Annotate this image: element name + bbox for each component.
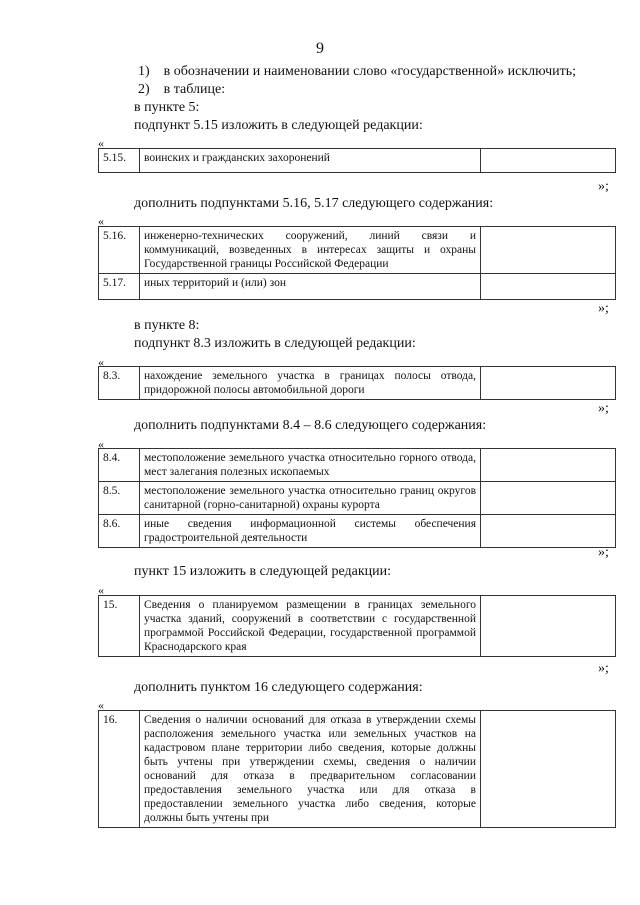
close-quote: »; [598, 179, 609, 194]
row-number: 5.15. [99, 149, 140, 173]
table-15 [98, 595, 616, 657]
open-quote: « [98, 583, 104, 597]
instruction-16: дополнить пунктом 16 следующего содержания: [134, 680, 423, 695]
table-row [99, 449, 616, 482]
empty-cell [481, 274, 616, 300]
empty-cell [481, 482, 616, 515]
open-quote: « [98, 136, 104, 150]
instruction-5-15: подпункт 5.15 изложить в следующей редакции: [134, 118, 423, 133]
row-text: Сведения о планируемом размещении в границах земельного участка зданий, сооружений в соответствии с государственной программой Российской Федерации, государственной программой Краснодарского края [140, 596, 481, 657]
row-text: нахождение земельного участка в границах полосы отвода, придорожной полосы автомобильной дороги [140, 367, 481, 400]
empty-cell [481, 515, 616, 548]
close-quote: »; [598, 301, 609, 316]
row-number: 8.3. [99, 367, 140, 400]
open-quote: « [98, 355, 104, 369]
row-text: воинских и гражданских захоронений [140, 149, 481, 173]
close-quote: »; [598, 401, 609, 416]
empty-cell [481, 449, 616, 482]
row-number: 15. [99, 596, 140, 657]
row-text: инженерно-технических сооружений, линий связи и коммуникаций, возведенных в интересах защиты и охраны Государственной границы Российской Федерации [140, 227, 481, 274]
table-row [99, 482, 616, 515]
row-text: местоположение земельного участка относительно границ округов санитарной (горно-санитарной) охраны курорта [140, 482, 481, 515]
table-row [99, 149, 616, 173]
table-row [99, 711, 616, 828]
row-text: иные сведения информационной системы обеспечения градостроительной деятельности [140, 515, 481, 548]
table-16 [98, 710, 616, 828]
amendment-item-2: 2) в таблице: [138, 82, 226, 97]
open-quote: « [98, 698, 104, 712]
row-text: иных территорий и (или) зон [140, 274, 481, 300]
row-text: Сведения о наличии оснований для отказа в утверждении схемы расположения земельного участка или земельных участков на кадастровом плане территории либо сведения, которые должны быть учтены при утверждении схемы, сведения о наличии оснований для отказа в предварительном согласовании предоставления земельного участка или для отказа в предоставлении земельного участка либо сведения, которые должны быть учтены при [140, 711, 481, 828]
page-number: 9 [316, 40, 324, 57]
row-number: 5.16. [99, 227, 140, 274]
instruction-8-3: подпункт 8.3 изложить в следующей редакции: [134, 336, 416, 351]
section-5-heading: в пункте 5: [134, 100, 200, 115]
row-number: 5.17. [99, 274, 140, 300]
close-quote: »; [598, 545, 609, 560]
table-row [99, 596, 616, 657]
table-row [99, 227, 616, 274]
open-quote: « [98, 437, 104, 451]
empty-cell [481, 711, 616, 828]
instruction-5-16-5-17: дополнить подпунктами 5.16, 5.17 следующего содержания: [134, 196, 494, 211]
row-number: 8.6. [99, 515, 140, 548]
empty-cell [481, 367, 616, 400]
table-5-16-5-17 [98, 226, 616, 300]
table-8-4-8-6 [98, 448, 616, 548]
empty-cell [481, 596, 616, 657]
table-row [99, 515, 616, 548]
empty-cell [481, 149, 616, 173]
table-8-3 [98, 366, 616, 400]
open-quote: « [98, 214, 104, 228]
close-quote: »; [598, 661, 609, 676]
instruction-15: пункт 15 изложить в следующей редакции: [134, 564, 391, 579]
row-number: 8.5. [99, 482, 140, 515]
row-number: 16. [99, 711, 140, 828]
table-row [99, 274, 616, 300]
row-number: 8.4. [99, 449, 140, 482]
amendment-item-1: 1) в обозначении и наименовании слово «государственной» исключить; [138, 64, 577, 79]
section-8-heading: в пункте 8: [134, 318, 200, 333]
empty-cell [481, 227, 616, 274]
table-row [99, 367, 616, 400]
instruction-8-4-8-6: дополнить подпунктами 8.4 – 8.6 следующего содержания: [134, 418, 487, 433]
row-text: местоположение земельного участка относительно горного отвода, мест залегания полезных ископаемых [140, 449, 481, 482]
table-5-15 [98, 148, 616, 173]
